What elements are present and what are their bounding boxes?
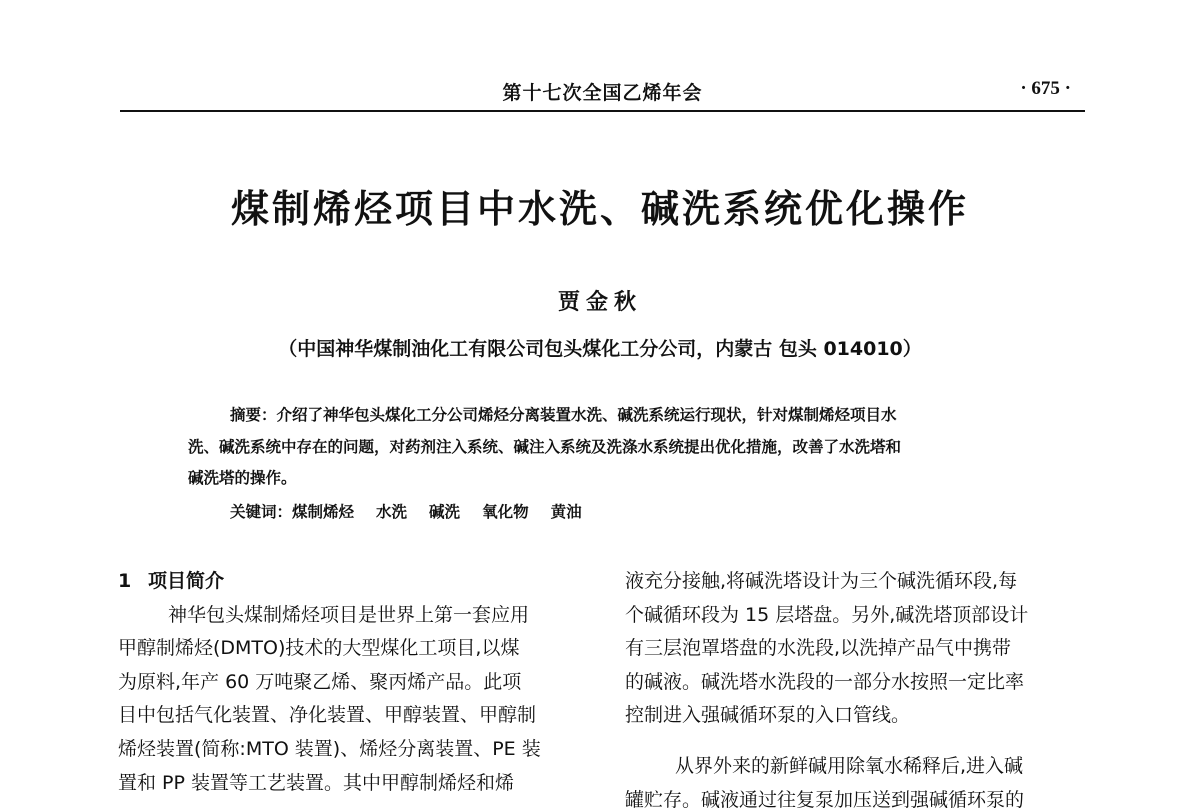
abstract-line: 碱洗塔的操作。 [188,468,297,487]
right-column [625,565,1095,809]
body-line: 罐贮存。碱液通过往复泵加压送到强碱循环泵的 [625,788,1025,809]
abstract-line [188,399,1018,431]
author: 贾金秋 [557,289,642,315]
header-rule [120,110,1085,112]
left-column [118,565,588,800]
body-line: 目中包括气化装置、净化装置、甲醇装置、甲醇制 [118,704,537,727]
abstract-line: 洗、碱洗系统中存在的问题，对药剂注入系统、碱注入系统及洗涤水系统提出优化措施，改善了水洗塔和 [188,437,902,456]
body-line: 置和 PP 装置等工艺装置。其中甲醇制烯烃和烯 [118,771,514,794]
paper-title: 煤制烯烃项目中水洗、碱洗系统优化操作 [230,187,969,231]
keywords [230,500,604,522]
section-heading [118,565,588,599]
keyword: 碱洗 [429,502,461,521]
page-number: · 675 · [1020,78,1071,99]
keyword: 氧化物 [482,502,529,521]
body-line: 个碱循环段为 15 层塔盘。另外,碱洗塔顶部设计 [625,603,1029,626]
body-line: 控制进入强碱循环泵的入口管线。 [625,704,911,727]
keyword: 水洗 [376,502,408,521]
keyword: 煤制烯烃 [292,502,355,521]
abstract [188,399,1018,493]
abstract-text: 介绍了神华包头煤化工分公司烯烃分离装置水洗、碱洗系统运行现状，针对煤制烯烃项目水 [276,405,897,424]
body-line: 的碱液。碱洗塔水洗段的一部分水按照一定比率 [625,670,1025,693]
section-title: 项目简介 [148,570,225,592]
keyword: 黄油 [550,502,582,521]
body-line: 烯烃装置(简称:MTO 装置)、烯烃分离装置、PE 装 [118,737,541,760]
section-number: 1 [118,570,132,592]
affiliation: （中国神华煤制油化工有限公司包头煤化工分公司，内蒙古 包头 014010） [278,338,922,360]
conference-name: 第十七次全国乙烯年会 [502,82,703,104]
body-line: 有三层泡罩塔盘的水洗段,以洗掉产品气中携带 [625,637,1012,660]
body-line: 神华包头煤制烯烃项目是世界上第一套应用 [168,603,530,626]
keywords-label: 关键词： [230,503,293,521]
body-line: 液充分接触,将碱洗塔设计为三个碱洗循环段,每 [625,570,1018,592]
body-line: 甲醇制烯烃(DMTO)技术的大型煤化工项目,以煤 [118,637,520,660]
abstract-label: 摘要： [230,406,277,424]
body-line: 为原料,年产 60 万吨聚乙烯、聚丙烯产品。此项 [118,670,522,693]
running-header [120,78,1085,108]
body-line: 从界外来的新鲜碱用除氧水稀释后,进入碱 [675,754,1024,777]
